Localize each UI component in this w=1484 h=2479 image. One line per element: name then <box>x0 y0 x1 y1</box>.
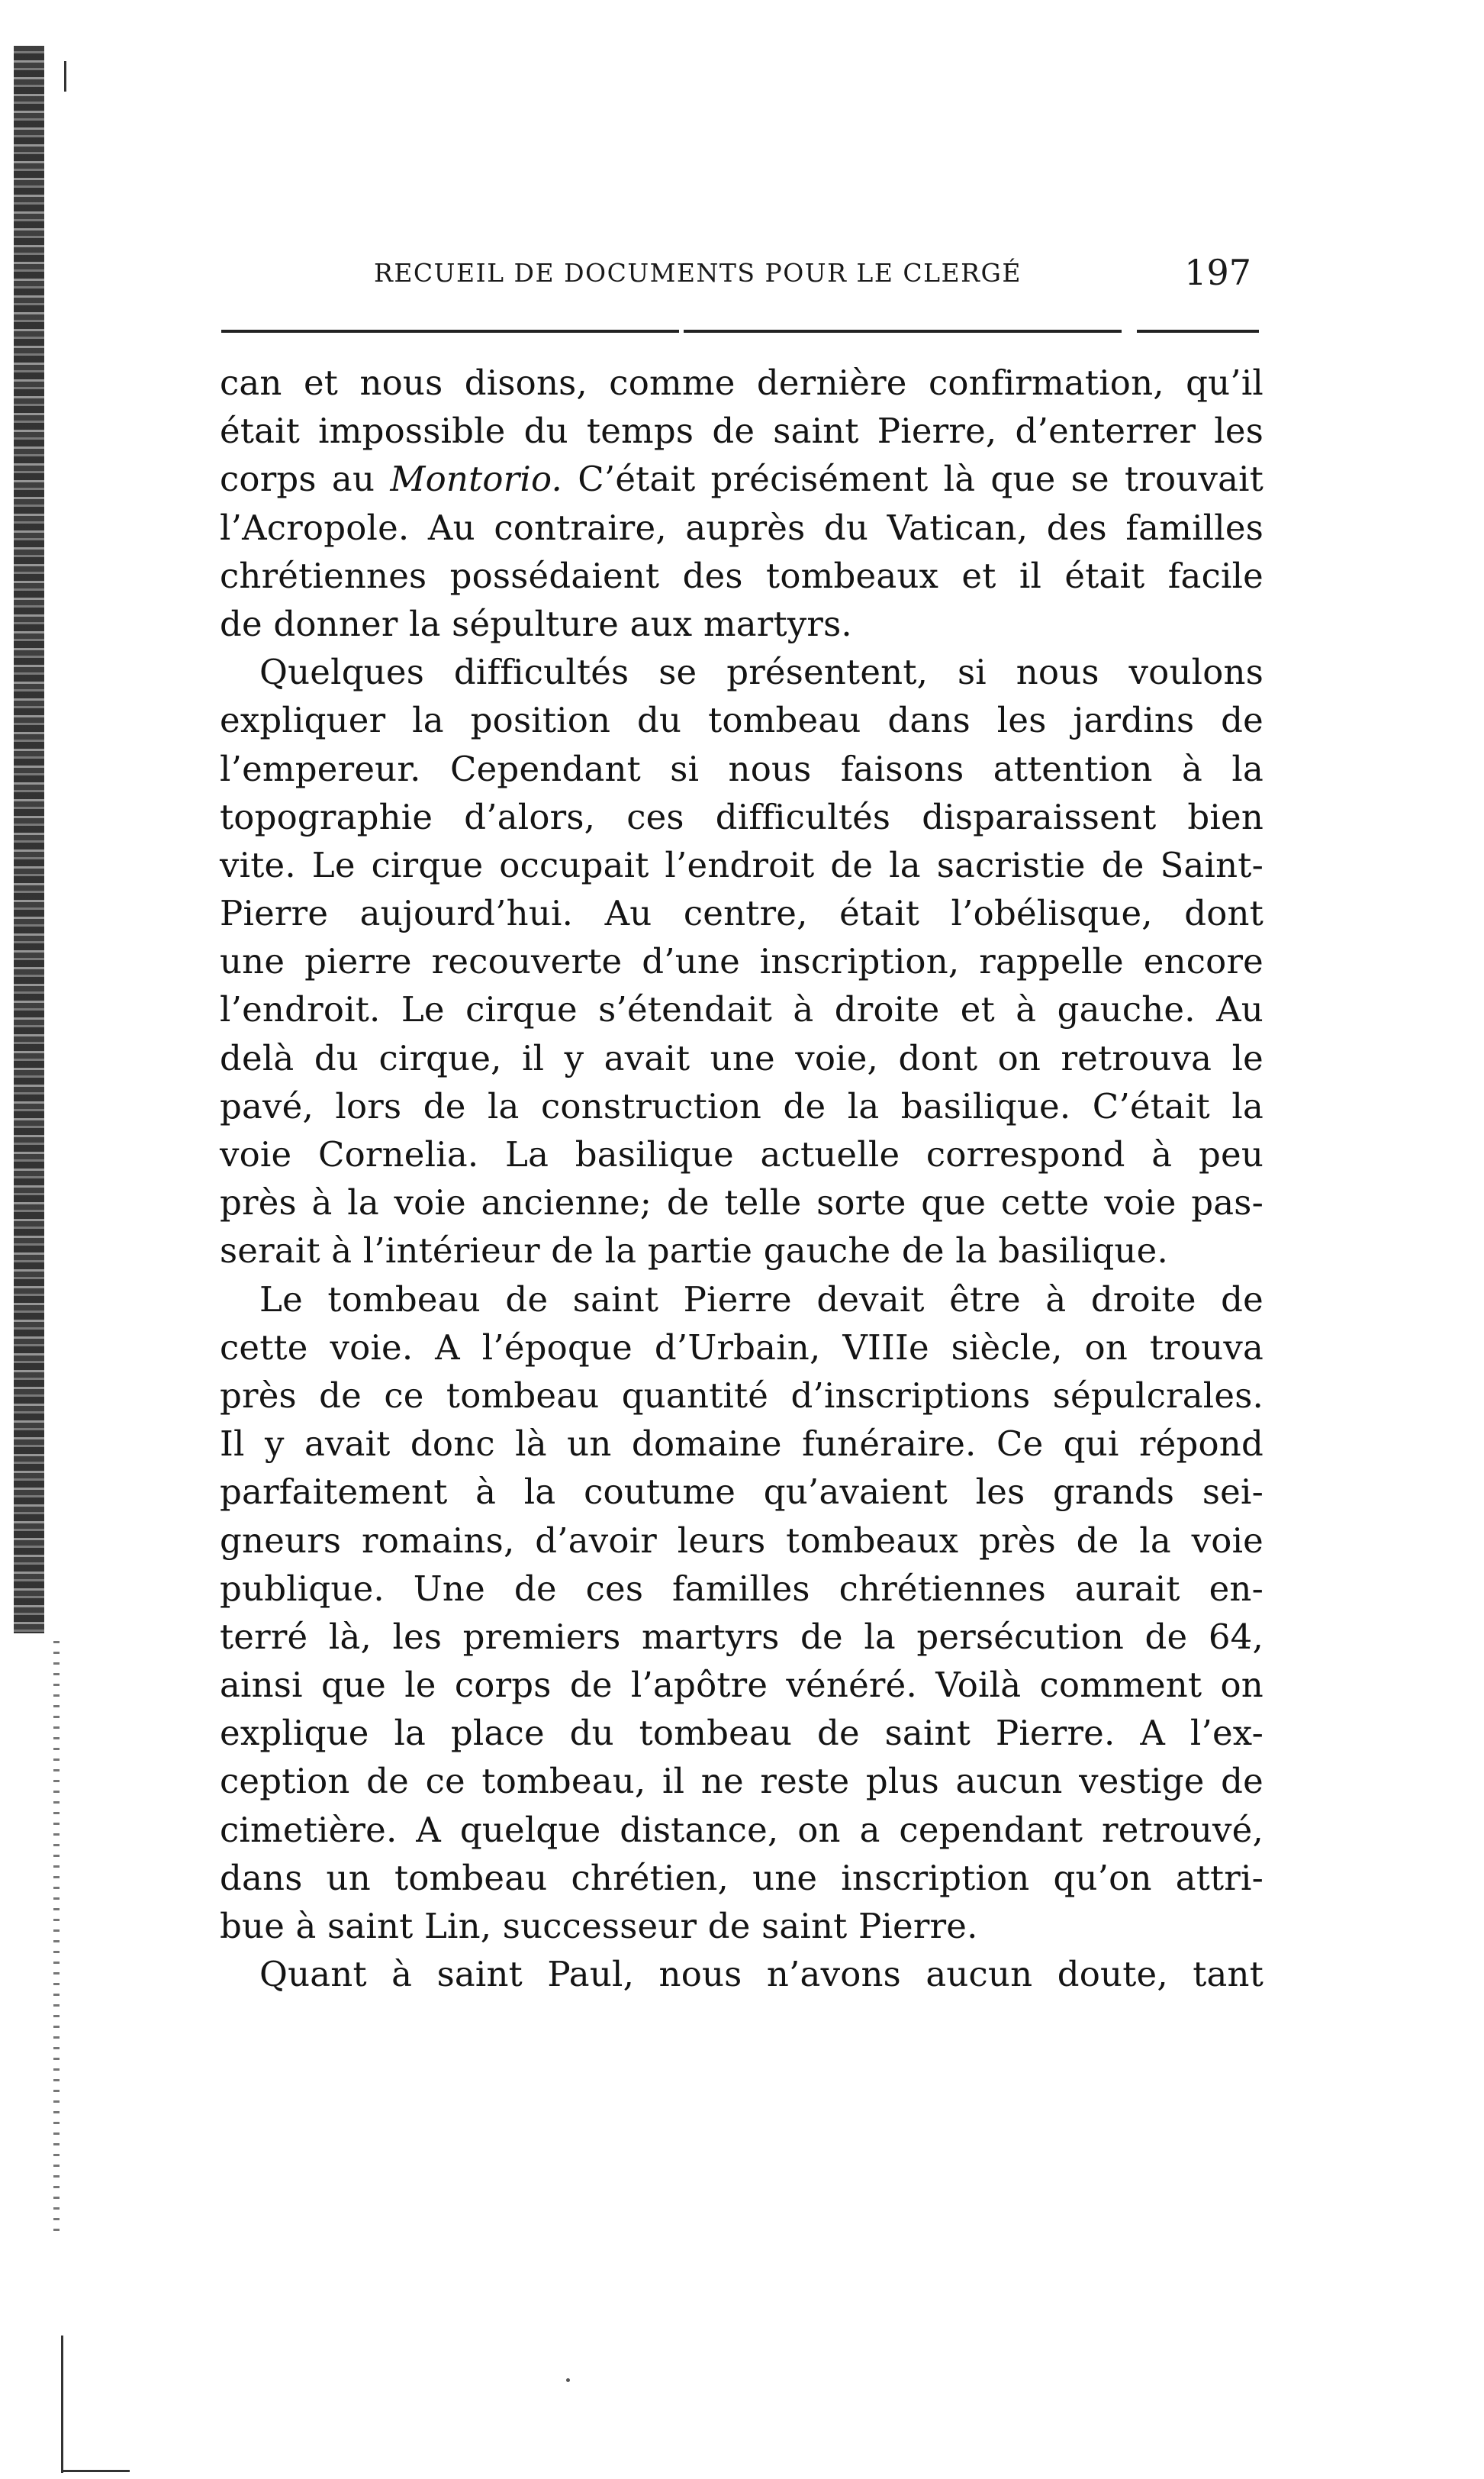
text-line: topographie d’alors, ces difficultés disparaissent bien <box>220 796 1263 837</box>
text-line: vite. Le cirque occupait l’endroit de la sacristie de Saint- <box>220 844 1263 885</box>
text-line: bue à saint Lin, successeur de saint Pierre. <box>220 1906 978 1946</box>
text-line: l’Acropole. Au contraire, auprès du Vatican, des familles <box>220 507 1263 548</box>
text-line: cimetière. A quelque distance, on a cependant retrouvé, <box>220 1809 1263 1850</box>
text-line: Quant à saint Paul, nous n’avons aucun doute, tant <box>259 1954 1263 1995</box>
text-line: l’empereur. Cependant si nous faisons attention à la <box>220 748 1263 789</box>
page-number: 197 <box>1184 252 1251 293</box>
running-head <box>374 252 1251 305</box>
text-line: près de ce tombeau quantité d’inscriptions sépulcrales. <box>220 1375 1263 1416</box>
text-line: parfaitement à la coutume qu’avaient les grands sei- <box>220 1472 1263 1513</box>
text-line: pavé, lors de la construction de la basilique. C’était la <box>220 1085 1263 1127</box>
text-line: était impossible du temps de saint Pierre, d’enterrer les <box>220 411 1263 452</box>
text-line: voie Cornelia. La basilique actuelle correspond à peu <box>220 1134 1263 1175</box>
text-line-part: corps au <box>220 459 391 500</box>
body-text <box>220 359 1263 1998</box>
text-line: Quelques difficultés se présentent, si nous voulons <box>259 652 1263 693</box>
text-line: Pierre aujourd’hui. Au centre, était l’obélisque, dont <box>220 893 1263 934</box>
text-line: chrétiennes possédaient des tombeaux et il était facile <box>220 555 1263 596</box>
text-line: terré là, les premiers martyrs de la persécution de 64, <box>220 1616 1263 1657</box>
italic-place-name: Montorio. <box>390 459 562 500</box>
text-line: une pierre recouverte d’une inscription, rappelle encore <box>220 941 1263 982</box>
text-line: près à la voie ancienne; de telle sorte que cette voie pas- <box>220 1182 1263 1223</box>
text-line: de donner la sépulture aux martyrs. <box>220 603 852 644</box>
scan-speck <box>566 2378 570 2382</box>
scan-gutter-edge <box>14 46 44 1633</box>
text-line: Le tombeau de saint Pierre devait être à droite de <box>259 1278 1263 1320</box>
text-line: Il y avait donc là un domaine funéraire. Ce qui répond <box>220 1423 1263 1465</box>
text-line: ception de ce tombeau, il ne reste plus aucun vestige de <box>220 1761 1263 1802</box>
text-line: dans un tombeau chrétien, une inscription qu’on attri- <box>220 1857 1263 1898</box>
text-line: can et nous disons, comme dernière confirmation, qu’il <box>220 363 1263 403</box>
text-line: explique la place du tombeau de saint Pierre. A l’ex- <box>220 1713 1263 1754</box>
text-line: delà du cirque, il y avait une voie, dont on retrouva le <box>220 1037 1263 1078</box>
scan-gutter-mark-bottom <box>61 2336 63 2473</box>
text-line: serait à l’intérieur de la partie gauche de la basilique. <box>220 1230 1168 1272</box>
text-line-part: C’était précisément là que se trouvait <box>562 459 1263 500</box>
scan-gutter-edge-thin <box>53 1641 60 2236</box>
text-line: expliquer la position du tombeau dans les jardins de <box>220 700 1263 741</box>
text-line: l’endroit. Le cirque s’étendait à droite et à gauche. Au <box>220 989 1263 1030</box>
text-line: publique. Une de ces familles chrétiennes aurait en- <box>220 1568 1263 1609</box>
text-line: cette voie. A l’époque d’Urbain, VIIIe siècle, on trouva <box>220 1327 1263 1368</box>
scan-gutter-mark <box>64 61 66 92</box>
text-line: ainsi que le corps de l’apôtre vénéré. Voilà comment on <box>220 1665 1263 1706</box>
running-title: RECUEIL DE DOCUMENTS POUR LE CLERGÉ <box>374 258 1022 288</box>
text-line <box>220 455 1263 503</box>
scan-gutter-foot <box>61 2470 130 2472</box>
header-rule <box>221 330 1259 333</box>
text-line: gneurs romains, d’avoir leurs tombeaux près de la voie <box>220 1520 1263 1561</box>
